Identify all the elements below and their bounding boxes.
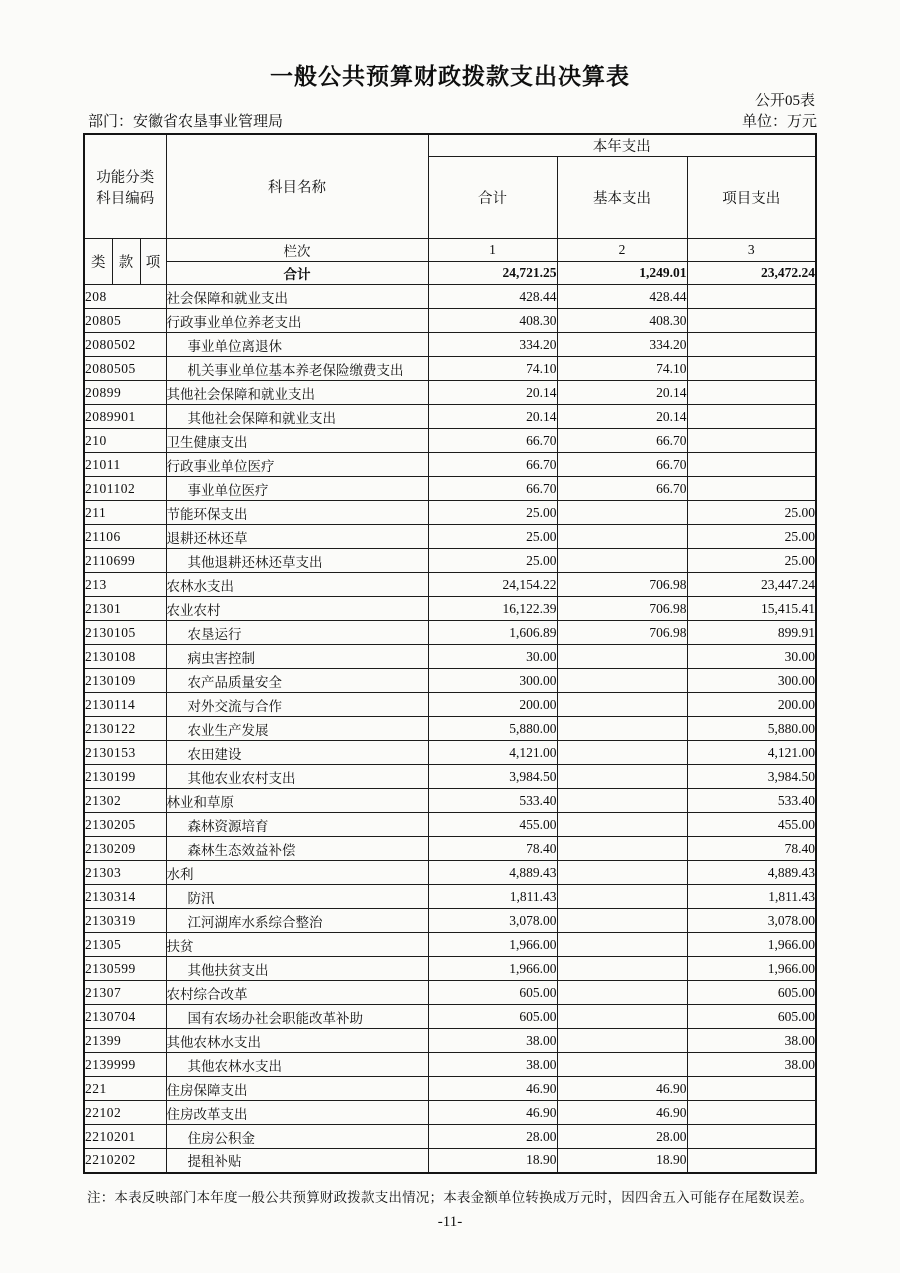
total-cell: 4,889.43 [428,861,557,885]
grand-total-label: 合计 [166,262,428,285]
basic-expense-cell [557,933,687,957]
project-expense-cell [687,309,816,333]
total-cell: 455.00 [428,813,557,837]
table-row [84,765,816,789]
subject-name-cell: 农业农村 [166,597,428,621]
code-cell: 22102 [84,1101,166,1125]
project-expense-cell: 23,447.24 [687,573,816,597]
total-cell: 1,606.89 [428,621,557,645]
total-cell: 78.40 [428,837,557,861]
total-cell: 46.90 [428,1077,557,1101]
table-row [84,669,816,693]
subject-name-cell: 其他农林水支出 [166,1029,428,1053]
table-row [84,597,816,621]
subject-name-cell: 住房改革支出 [166,1101,428,1125]
subject-name-cell: 农产品质量安全 [166,669,428,693]
table-row [84,1077,816,1101]
project-expense-cell [687,333,816,357]
code-header-line2: 科目编码 [96,190,155,207]
code-cell: 2130704 [84,1005,166,1029]
total-cell: 20.14 [428,381,557,405]
code-cell: 2210202 [84,1149,166,1173]
subject-name-cell: 提租补贴 [166,1149,428,1173]
project-expense-cell [687,381,816,405]
project-expense-cell: 38.00 [687,1029,816,1053]
total-cell: 1,966.00 [428,957,557,981]
project-expense-cell [687,477,816,501]
code-cell: 213 [84,573,166,597]
subject-name-cell: 行政事业单位医疗 [166,453,428,477]
basic-expense-cell: 46.90 [557,1077,687,1101]
subject-name-cell: 住房公积金 [166,1125,428,1149]
subject-name-cell: 住房保障支出 [166,1077,428,1101]
department-label: 部门：安徽省农垦事业管理局 [88,114,284,130]
table-row [84,957,816,981]
subject-name-cell: 森林资源培育 [166,813,428,837]
total-cell: 66.70 [428,453,557,477]
basic-column-header: 基本支出 [557,157,687,239]
table-row [84,405,816,429]
total-cell: 4,121.00 [428,741,557,765]
sub-section-header: 款 [112,239,140,285]
subject-name-cell: 事业单位离退休 [166,333,428,357]
code-cell: 21106 [84,525,166,549]
subject-name-cell: 对外交流与合作 [166,693,428,717]
basic-expense-cell [557,981,687,1005]
code-cell: 208 [84,285,166,309]
code-cell: 2210201 [84,1125,166,1149]
subject-column-header: 科目名称 [166,134,428,239]
subject-name-cell: 其他退耕还林还草支出 [166,549,428,573]
table-row [84,285,816,309]
subject-name-cell: 林业和草原 [166,789,428,813]
code-cell: 2130599 [84,957,166,981]
basic-expense-cell [557,669,687,693]
table-row [84,741,816,765]
total-cell: 200.00 [428,693,557,717]
basic-expense-cell: 18.90 [557,1149,687,1173]
rank-label: 栏次 [166,239,428,262]
project-expense-cell: 25.00 [687,501,816,525]
table-row [84,885,816,909]
project-expense-cell [687,1149,816,1173]
project-expense-cell: 455.00 [687,813,816,837]
project-expense-cell [687,1077,816,1101]
subject-name-cell: 防汛 [166,885,428,909]
table-row [84,453,816,477]
project-expense-cell [687,405,816,429]
subject-name-cell: 机关事业单位基本养老保险缴费支出 [166,357,428,381]
total-cell: 18.90 [428,1149,557,1173]
project-expense-cell [687,285,816,309]
project-expense-cell [687,1125,816,1149]
total-cell: 3,984.50 [428,765,557,789]
basic-expense-cell [557,525,687,549]
table-row [84,549,816,573]
code-cell: 2089901 [84,405,166,429]
basic-expense-cell: 28.00 [557,1125,687,1149]
subject-name-cell: 农垦运行 [166,621,428,645]
table-row [84,813,816,837]
project-expense-cell: 300.00 [687,669,816,693]
total-cell: 16,122.39 [428,597,557,621]
rank-col-3: 3 [687,239,816,262]
code-cell: 20805 [84,309,166,333]
subject-name-cell: 水利 [166,861,428,885]
code-cell: 2130122 [84,717,166,741]
rank-col-2: 2 [557,239,687,262]
basic-expense-cell: 20.14 [557,405,687,429]
basic-expense-cell [557,717,687,741]
form-code-label: 公开05表 [754,93,815,109]
total-cell: 533.40 [428,789,557,813]
total-cell: 28.00 [428,1125,557,1149]
code-cell: 2130153 [84,741,166,765]
total-cell: 408.30 [428,309,557,333]
page-title: 一般公共预算财政拨款支出决算表 [270,64,630,89]
basic-expense-cell [557,957,687,981]
code-cell: 2130199 [84,765,166,789]
table-row [84,1125,816,1149]
total-cell: 334.20 [428,333,557,357]
basic-expense-cell: 706.98 [557,573,687,597]
project-expense-cell: 200.00 [687,693,816,717]
table-row [84,933,816,957]
code-cell: 2130314 [84,885,166,909]
basic-expense-cell [557,765,687,789]
code-cell: 210 [84,429,166,453]
table-row [84,1029,816,1053]
basic-expense-cell [557,909,687,933]
total-cell: 38.00 [428,1029,557,1053]
code-cell: 2130319 [84,909,166,933]
total-cell: 605.00 [428,1005,557,1029]
subject-name-cell: 国有农场办社会职能改革补助 [166,1005,428,1029]
total-cell: 38.00 [428,1053,557,1077]
basic-expense-cell [557,861,687,885]
basic-expense-cell [557,501,687,525]
total-cell: 1,811.43 [428,885,557,909]
table-row [84,501,816,525]
basic-expense-cell: 706.98 [557,597,687,621]
project-expense-cell: 5,880.00 [687,717,816,741]
code-cell: 21302 [84,789,166,813]
code-column-header [84,134,166,239]
basic-expense-cell [557,549,687,573]
table-row [84,1101,816,1125]
total-cell: 25.00 [428,549,557,573]
project-expense-cell: 38.00 [687,1053,816,1077]
basic-expense-cell [557,1005,687,1029]
budget-table [83,133,817,1174]
year-expense-header: 本年支出 [428,134,816,157]
table-row [84,381,816,405]
table-row [84,1053,816,1077]
code-cell: 21011 [84,453,166,477]
basic-expense-cell: 66.70 [557,429,687,453]
basic-expense-cell [557,645,687,669]
basic-expense-cell: 74.10 [557,357,687,381]
total-cell: 66.70 [428,477,557,501]
total-cell: 74.10 [428,357,557,381]
basic-expense-cell: 334.20 [557,333,687,357]
subject-name-cell: 病虫害控制 [166,645,428,669]
code-cell: 2110699 [84,549,166,573]
table-row [84,1149,816,1173]
total-cell: 30.00 [428,645,557,669]
table-row [84,525,816,549]
project-expense-cell [687,429,816,453]
project-column-header: 项目支出 [687,157,816,239]
project-expense-cell: 4,889.43 [687,861,816,885]
subject-name-cell: 其他农林水支出 [166,1053,428,1077]
project-expense-cell: 25.00 [687,549,816,573]
basic-expense-cell: 428.44 [557,285,687,309]
table-row [84,1005,816,1029]
table-row [84,717,816,741]
code-cell: 21305 [84,933,166,957]
project-expense-cell: 533.40 [687,789,816,813]
basic-expense-cell [557,1029,687,1053]
basic-expense-cell [557,885,687,909]
table-row [84,429,816,453]
page-number: -11- [437,1214,463,1230]
project-expense-cell: 78.40 [687,837,816,861]
table-row [84,909,816,933]
basic-expense-cell: 706.98 [557,621,687,645]
grand-total-value: 24,721.25 [428,262,557,285]
basic-expense-cell [557,837,687,861]
code-cell: 2080505 [84,357,166,381]
code-cell: 2130114 [84,693,166,717]
code-cell: 21307 [84,981,166,1005]
total-cell: 25.00 [428,525,557,549]
code-cell: 2130109 [84,669,166,693]
sub-class-header: 类 [84,239,112,285]
project-expense-cell: 899.91 [687,621,816,645]
grand-project-value: 23,472.24 [687,262,816,285]
subject-name-cell: 其他社会保障和就业支出 [166,381,428,405]
code-cell: 221 [84,1077,166,1101]
table-row [84,477,816,501]
code-cell: 21399 [84,1029,166,1053]
subject-name-cell: 农林水支出 [166,573,428,597]
project-expense-cell: 3,984.50 [687,765,816,789]
code-cell: 2101102 [84,477,166,501]
grand-basic-value: 1,249.01 [557,262,687,285]
table-row [84,333,816,357]
basic-expense-cell [557,789,687,813]
code-cell: 2130209 [84,837,166,861]
project-expense-cell: 605.00 [687,1005,816,1029]
footnote: 注：本表反映部门本年度一般公共预算财政拨款支出情况；本表金额单位转换成万元时，因四舍五入可能存在尾数误差。 [87,1190,814,1205]
basic-expense-cell: 66.70 [557,453,687,477]
code-cell: 2080502 [84,333,166,357]
project-expense-cell: 605.00 [687,981,816,1005]
table-row [84,981,816,1005]
basic-expense-cell [557,693,687,717]
project-expense-cell: 1,811.43 [687,885,816,909]
table-row [84,357,816,381]
table-header [84,134,816,285]
basic-expense-cell: 46.90 [557,1101,687,1125]
total-cell: 300.00 [428,669,557,693]
total-cell: 5,880.00 [428,717,557,741]
code-cell: 211 [84,501,166,525]
subject-name-cell: 退耕还林还草 [166,525,428,549]
basic-expense-cell [557,1053,687,1077]
code-cell: 20899 [84,381,166,405]
table-row [84,645,816,669]
project-expense-cell [687,357,816,381]
subject-name-cell: 其他扶贫支出 [166,957,428,981]
subject-name-cell: 行政事业单位养老支出 [166,309,428,333]
code-cell: 2130108 [84,645,166,669]
code-cell: 21301 [84,597,166,621]
subject-name-cell: 森林生态效益补偿 [166,837,428,861]
table-row [84,693,816,717]
subject-name-cell: 农村综合改革 [166,981,428,1005]
subject-name-cell: 农田建设 [166,741,428,765]
table-row [84,789,816,813]
subject-name-cell: 社会保障和就业支出 [166,285,428,309]
project-expense-cell: 30.00 [687,645,816,669]
table-row [84,837,816,861]
subject-name-cell: 江河湖库水系综合整治 [166,909,428,933]
table-row [84,573,816,597]
table-body [84,285,816,1173]
unit-label: 单位：万元 [741,114,817,130]
code-cell: 2130105 [84,621,166,645]
total-column-header: 合计 [428,157,557,239]
subject-name-cell: 事业单位医疗 [166,477,428,501]
total-cell: 20.14 [428,405,557,429]
basic-expense-cell: 20.14 [557,381,687,405]
project-expense-cell [687,453,816,477]
total-cell: 46.90 [428,1101,557,1125]
total-cell: 1,966.00 [428,933,557,957]
total-cell: 25.00 [428,501,557,525]
rank-col-1: 1 [428,239,557,262]
project-expense-cell: 25.00 [687,525,816,549]
code-header-line1: 功能分类 [96,169,155,186]
subject-name-cell: 卫生健康支出 [166,429,428,453]
total-cell: 605.00 [428,981,557,1005]
total-cell: 3,078.00 [428,909,557,933]
total-cell: 428.44 [428,285,557,309]
project-expense-cell: 4,121.00 [687,741,816,765]
basic-expense-cell: 408.30 [557,309,687,333]
basic-expense-cell [557,813,687,837]
project-expense-cell: 1,966.00 [687,933,816,957]
sub-item-header: 项 [140,239,166,285]
subject-name-cell: 节能环保支出 [166,501,428,525]
code-cell: 2130205 [84,813,166,837]
table-row [84,621,816,645]
code-cell: 2139999 [84,1053,166,1077]
basic-expense-cell [557,741,687,765]
subject-name-cell: 农业生产发展 [166,717,428,741]
project-expense-cell: 15,415.41 [687,597,816,621]
total-cell: 66.70 [428,429,557,453]
basic-expense-cell: 66.70 [557,477,687,501]
subject-name-cell: 其他农业农村支出 [166,765,428,789]
table-row [84,861,816,885]
subject-name-cell: 其他社会保障和就业支出 [166,405,428,429]
project-expense-cell: 1,966.00 [687,957,816,981]
table-row [84,309,816,333]
project-expense-cell [687,1101,816,1125]
total-cell: 24,154.22 [428,573,557,597]
project-expense-cell: 3,078.00 [687,909,816,933]
subject-name-cell: 扶贫 [166,933,428,957]
code-cell: 21303 [84,861,166,885]
